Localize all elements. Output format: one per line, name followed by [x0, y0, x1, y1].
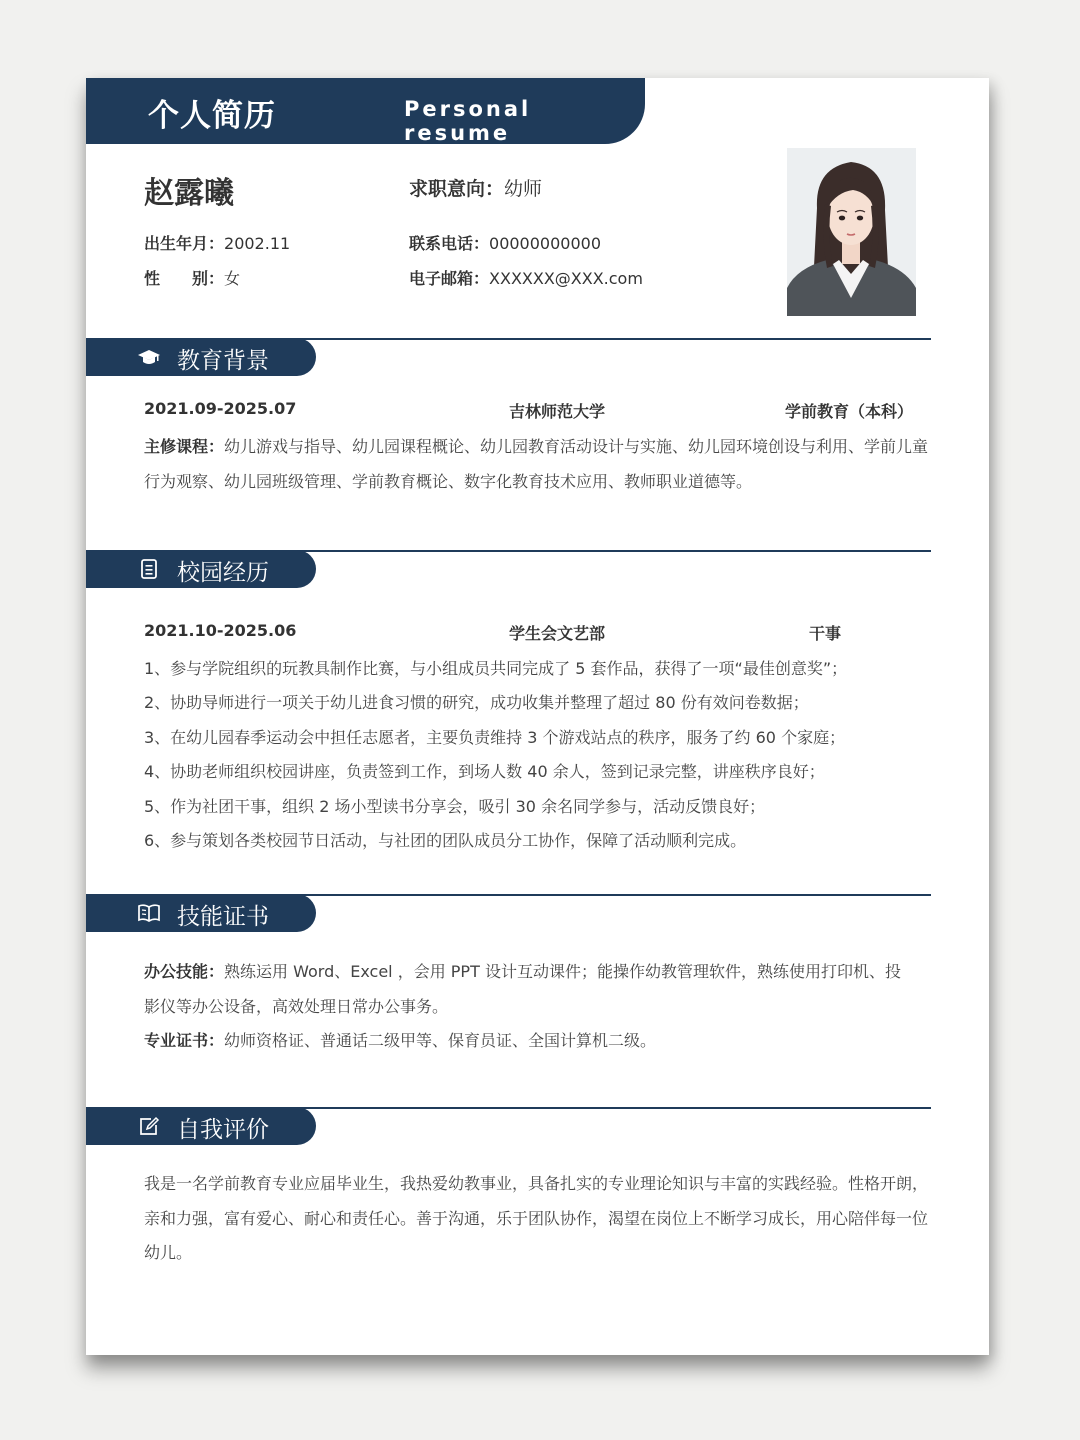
email-value: XXXXXX@XXX.com [489, 269, 643, 288]
gender-info [144, 266, 240, 289]
list-item: 1、参与学院组织的玩教具制作比赛，与小组成员共同完成了 5 套作品，获得了一项“最佳创意奖”； [144, 659, 848, 678]
self-eval-section-header [86, 1107, 316, 1145]
phone-info [409, 231, 601, 254]
certificates-text: 幼师资格证、普通话二级甲等、保育员证、全国计算机二级。 [224, 1031, 657, 1050]
profile-photo [787, 148, 916, 316]
edit-icon [138, 1116, 160, 1136]
skills-title: 技能证书 [177, 904, 269, 930]
campus-role: 干事 [809, 624, 842, 643]
job-intent-value: 幼师 [504, 178, 543, 200]
portrait-illustration [787, 148, 916, 316]
education-school: 吉林师范大学 [509, 402, 606, 421]
education-section-header [86, 338, 316, 376]
campus-section-header [86, 550, 316, 588]
list-item: 5、作为社团干事，组织 2 场小型读书分享会，吸引 30 余名同学参与，活动反馈良好； [144, 796, 766, 816]
campus-experience-list [144, 652, 847, 858]
education-courses [144, 430, 934, 499]
office-skills [144, 955, 904, 1024]
list-item: 6、参与策划各类校园节日活动，与社团的团队成员分工协作，保障了活动顺利完成。 [144, 830, 747, 850]
education-major: 学前教育（本科） [785, 402, 914, 421]
office-skills-label: 办公技能： [144, 962, 225, 981]
phone-label: 联系电话： [409, 234, 490, 253]
document-list-icon [138, 559, 160, 579]
campus-period: 2021.10-2025.06 [144, 621, 297, 640]
certificates-label: 专业证书： [144, 1031, 225, 1050]
office-skills-text: 熟练运用 Word、Excel ，会用 PPT 设计互动课件；能操作幼教管理软件，熟练使用打印机、投影仪等办公设备，高效处理日常办公事务。 [144, 962, 901, 1016]
certificates [144, 1024, 934, 1059]
courses-text: 幼儿游戏与指导、幼儿园课程概论、幼儿园教育活动设计与实施、幼儿园环境创设与利用、学前儿童行为观察、幼儿园班级管理、学前教育概论、数字化教育技术应用、教师职业道德等。 [144, 437, 929, 491]
birth-value: 2002.11 [224, 234, 291, 253]
resume-title-bar [86, 78, 645, 144]
title-english: Personal resume [404, 97, 532, 145]
list-item: 2、协助导师进行一项关于幼儿进食习惯的研究，成功收集并整理了超过 80 份有效问卷数据； [144, 693, 809, 713]
phone-value: 00000000000 [489, 234, 601, 253]
email-label: 电子邮箱： [409, 269, 490, 288]
title-chinese: 个人简历 [148, 98, 276, 134]
birth-label: 出生年月： [144, 234, 225, 253]
campus-title: 校园经历 [177, 560, 269, 586]
list-item: 4、协助老师组织校园讲座，负责签到工作，到场人数 40 余人，签到记录完整，讲座秩序良好； [144, 762, 825, 782]
job-intent-label: 求职意向： [409, 178, 505, 200]
self-eval-title: 自我评价 [177, 1117, 269, 1143]
email-info [409, 266, 643, 289]
job-intent [409, 174, 542, 201]
gender-value: 女 [224, 269, 241, 288]
courses-label: 主修课程： [144, 437, 225, 456]
education-title: 教育背景 [177, 348, 269, 374]
graduation-cap-icon [138, 347, 160, 367]
education-period: 2021.09-2025.07 [144, 399, 297, 418]
skills-section-header [86, 894, 316, 932]
gender-label: 性 别： [144, 269, 225, 288]
campus-org: 学生会文艺部 [509, 624, 606, 643]
candidate-name: 赵露曦 [144, 176, 234, 211]
birth-info [144, 231, 290, 254]
self-eval-text: 我是一名学前教育专业应届毕业生，我热爱幼教事业，具备扎实的专业理论知识与丰富的实践经验。性格开朗，亲和力强，富有爱心、耐心和责任心。善于沟通，乐于团队协作，渴望在岗位上不断学习成长，用心陪伴每一位幼儿。 [144, 1174, 929, 1262]
resume-paper [86, 78, 989, 1355]
book-icon [138, 903, 160, 923]
list-item: 3、在幼儿园春季运动会中担任志愿者，主要负责维持 3 个游戏站点的秩序，服务了约 60 个家庭； [144, 727, 846, 747]
